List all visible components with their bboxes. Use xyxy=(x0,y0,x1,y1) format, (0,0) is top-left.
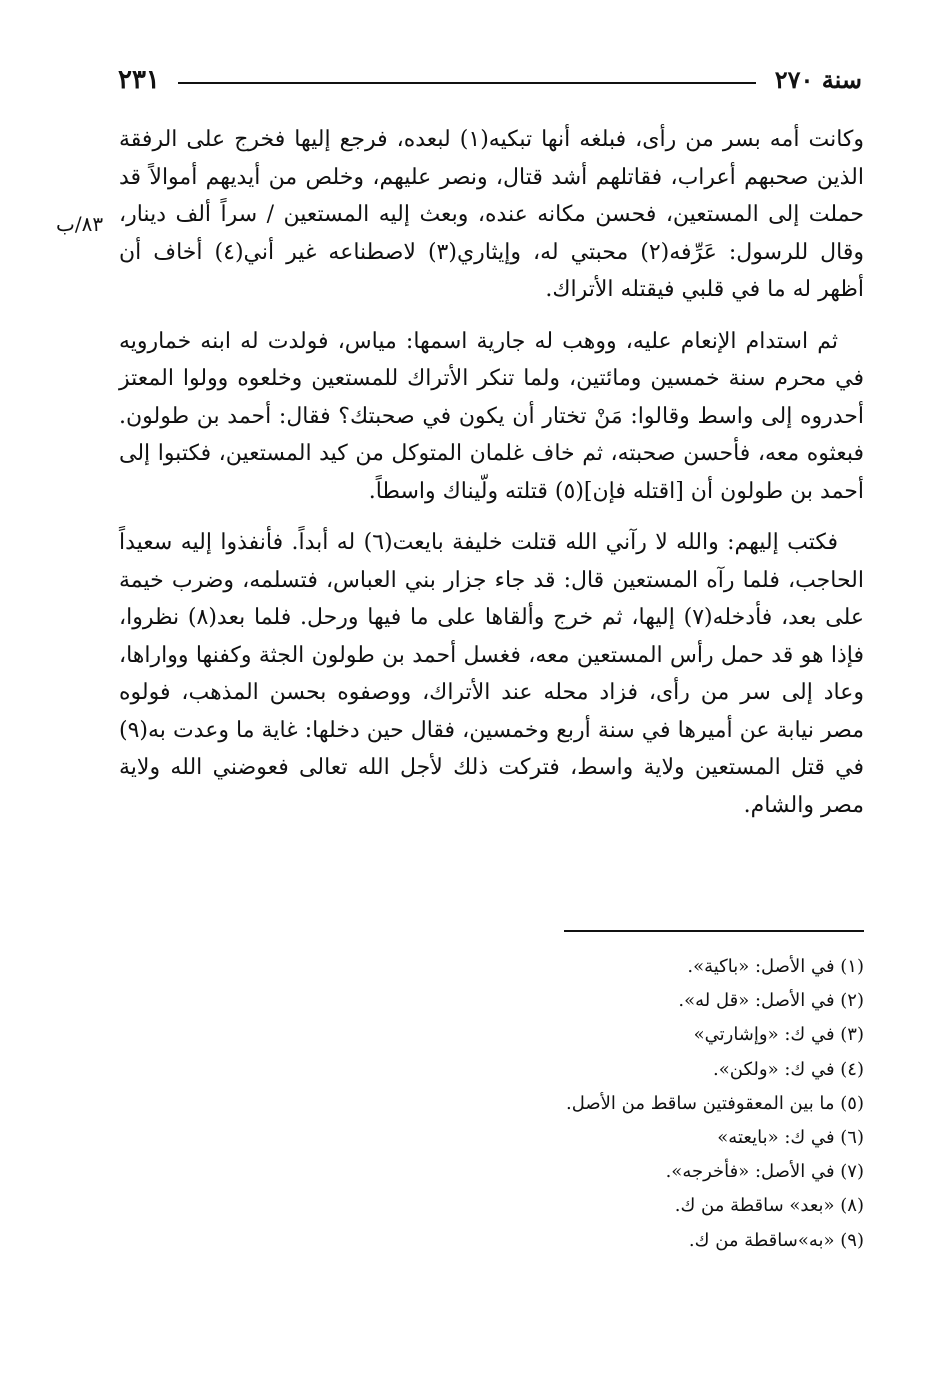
paragraph-2: ثم استدام الإنعام عليه، ووهب له جارية اسمها: مياس، فولدت له ابنه خمارويه في محرم سنة خمسين ومائتين، ولما تنكر الأتراك للمستعين وخلعوه وولوا المعتز أحدروه إلى واسط وقالوا: مَنْ تختار أن يكون في صحبتك؟ فقال: أحمد بن طولون. فبعثوه معه، فأحسن صحبته، ثم خاف غلمان المتوكل من كيد المستعين، فكتبوا إلى أحمد بن طولون أن [اقتله فإن](٥) قتلته ولّيناك واسطاً. xyxy=(119,328,864,504)
footnote-1: (١) في الأصل: «باكية». xyxy=(687,956,864,977)
paragraph-1: وكانت أمه بسر من رأى، فبلغه أنها تبكيه(١) لبعده، فرجع إليها فخرج على الرفقة الذين صحبهم أعراب، فقاتلهم أشد قتال، ونصر عليهم، وخلص من أيديهم أموالاً قد حملت إلى المستعين، فحسن مكانه عنده، وبعث إليه المستعين / سراً ألف دينار، وقال للرسول: عَرِّفه(٢) محبتي له، وإيثاري(٣) لاصطناعه غير أني(٤) أخاف أن أظهر له ما في قلبي فيقتله الأتراك. xyxy=(119,127,865,302)
footnote-2: (٢) في الأصل: «قل له». xyxy=(678,990,864,1012)
paragraph-3: فكتب إليهم: والله لا رآني الله قتلت خليفة بايعت(٦) له أبداً. فأنفذوا إليه سعيداً الحاجب، فلما رآه المستعين قال: قد جاء جزار بني العباس، فتسلمه، وضرب خيمة على بعد، فأدخله(٧) إليها، ثم خرج وألقاها على ما فيها ورحل. فلما بعد(٨) نظروا، فإذا هو قد حمل رأس المستعين معه، فغسل أحمد بن طولون الجثة وكفنها وواراها، وعاد إلى سر من رأى، فزاد محله عند الأتراك، ووصفوه بحسن المذهب، فولوه مصر نيابة عن أميرها في سنة أربع وخمسين، فقال حين دخلها: غاية ما وعدت به(٩) في قتل المستعين ولاية واسط، فتركت ذلك لأجل الله تعالى فعوضني الله ولاية مصر والشام. xyxy=(119,530,864,818)
footnotes-list xyxy=(364,950,864,1258)
page-number: ٢٣١ xyxy=(118,65,160,95)
main-text xyxy=(119,121,864,824)
footnote-9: (٩) «به»ساقطة من ك. xyxy=(688,1229,864,1251)
footnote-6: (٦) في ك: «بايعته» xyxy=(717,1127,864,1149)
footnote-8: (٨) «بعد» ساقطة من ك. xyxy=(674,1195,864,1217)
footnote-7: (٧) في الأصل: «فأخرجه». xyxy=(665,1161,864,1183)
footnote-3: (٣) في ك: «وإشارتي» xyxy=(693,1024,864,1046)
running-header-year: سنة ٢٧٠ xyxy=(774,65,862,94)
footnote-5: (٥) ما بين المعقوفتين ساقط من الأصل. xyxy=(566,1092,864,1114)
footnote-separator xyxy=(564,930,864,932)
footnote-4: (٤) في ك: «ولكن». xyxy=(713,1058,864,1080)
header-rule xyxy=(178,82,756,84)
manuscript-folio-note: ٨٣/ب xyxy=(56,212,104,236)
page-header xyxy=(118,60,862,100)
